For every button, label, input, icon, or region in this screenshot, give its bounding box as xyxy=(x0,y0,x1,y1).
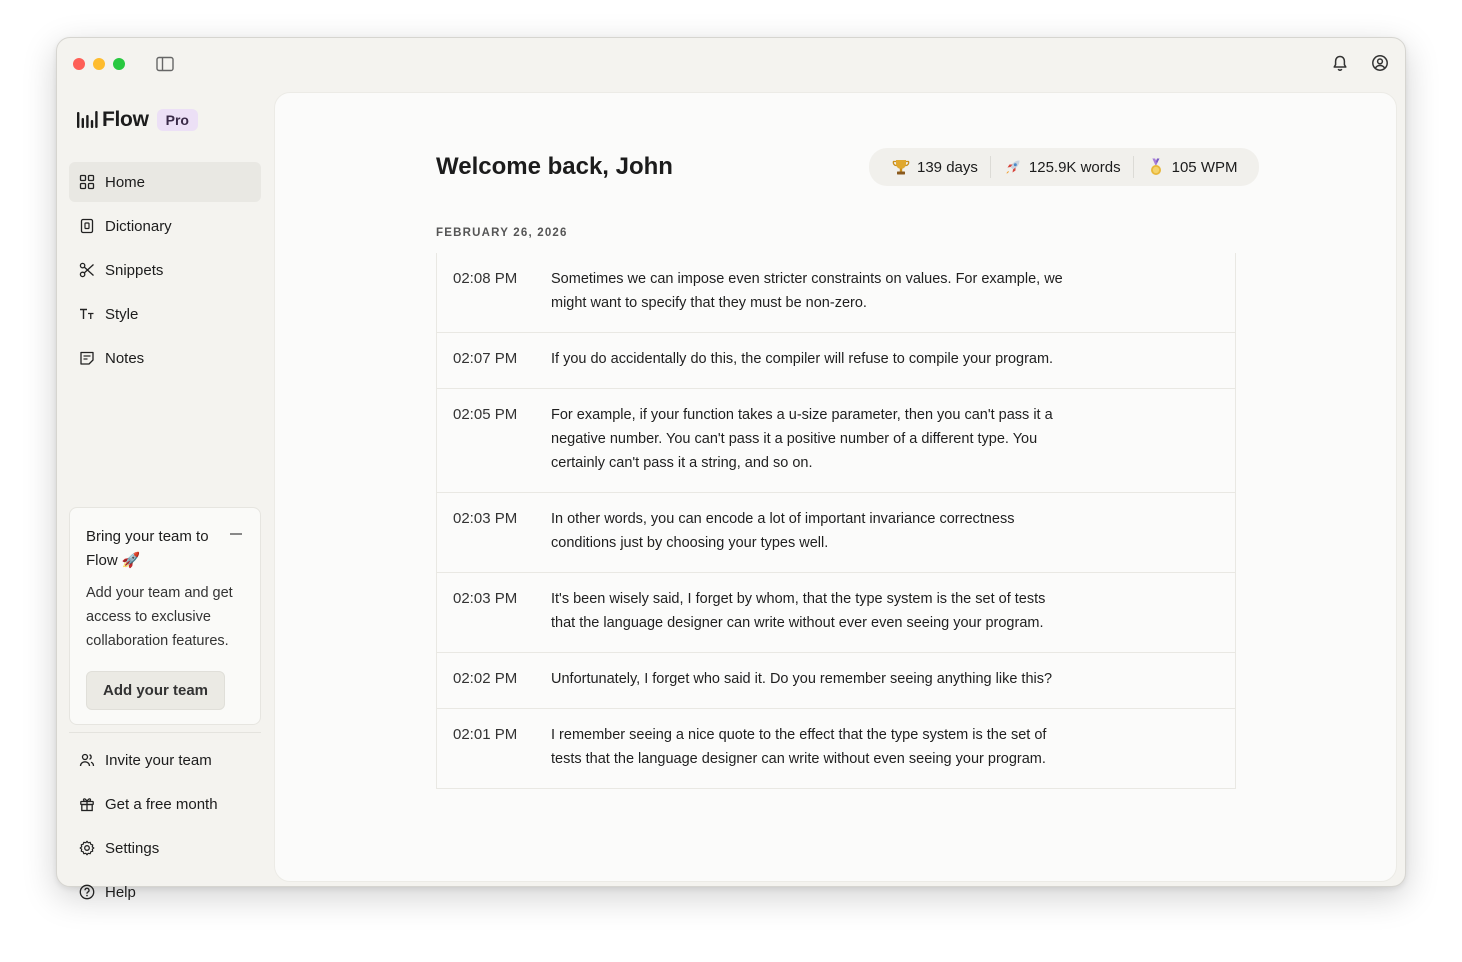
nav-item-invite-team[interactable] xyxy=(69,740,261,780)
rocket-icon xyxy=(1003,157,1023,177)
nav-item-dictionary[interactable] xyxy=(69,206,261,246)
minimize-window-button[interactable] xyxy=(93,58,105,70)
entry-text: For example, if your function takes a u-size parameter, then you can't pass it a negative number. You can't pass it a positive number of a different type. You certainly can't pass it a string, and so on. xyxy=(551,407,1053,471)
list-item[interactable] xyxy=(437,493,1235,573)
notes-icon xyxy=(79,350,95,366)
brand xyxy=(76,108,198,132)
medal-icon xyxy=(1146,157,1166,177)
entry-text: If you do accidentally do this, the compiler will refuse to compile your program. xyxy=(551,351,1054,367)
stats-bar xyxy=(869,148,1259,186)
zoom-window-button[interactable] xyxy=(113,58,125,70)
list-item[interactable] xyxy=(437,389,1235,493)
stat-words xyxy=(991,148,1133,186)
divider xyxy=(69,732,261,733)
nav-label: Dictionary xyxy=(105,217,172,235)
entry-text: Unfortunately, I forget who said it. Do you remember seeing anything like this? xyxy=(551,671,1053,687)
secondary-nav xyxy=(69,740,261,916)
app-window xyxy=(56,37,1406,901)
nav-label: Get a free month xyxy=(105,795,218,813)
transcript-list xyxy=(436,253,1236,789)
promo-title: Bring your team to Flow 🚀 xyxy=(86,528,209,569)
list-item[interactable] xyxy=(437,253,1235,333)
dictionary-icon xyxy=(79,218,95,234)
stat-wpm xyxy=(1134,148,1250,186)
nav-item-home[interactable] xyxy=(69,162,261,202)
users-icon xyxy=(79,752,95,768)
add-your-team-button[interactable]: Add your team xyxy=(86,671,225,710)
trophy-icon xyxy=(891,157,911,177)
window-controls xyxy=(73,58,125,70)
entry-time: 02:02 PM xyxy=(453,670,518,687)
nav-item-help[interactable] xyxy=(69,872,261,912)
close-window-button[interactable] xyxy=(73,58,85,70)
nav-item-snippets[interactable] xyxy=(69,250,261,290)
brand-name: Flow xyxy=(102,108,149,131)
entry-text: Sometimes we can impose even stricter constraints on values. For example, we might want to specify that they must be non-zero. xyxy=(551,271,1063,311)
list-item[interactable] xyxy=(437,573,1235,653)
team-promo-card xyxy=(69,507,261,725)
nav-label: Style xyxy=(105,305,139,323)
stat-value: 139 days xyxy=(917,158,978,176)
main-panel xyxy=(274,92,1397,882)
gift-icon xyxy=(79,796,95,812)
nav-label: Help xyxy=(105,883,136,901)
entry-time: 02:07 PM xyxy=(453,350,518,367)
text-style-icon xyxy=(79,306,95,322)
nav-label: Snippets xyxy=(105,261,164,279)
home-grid-icon xyxy=(79,174,95,190)
list-item[interactable] xyxy=(437,333,1235,389)
list-item[interactable] xyxy=(437,709,1235,789)
scissors-icon xyxy=(79,262,95,278)
nav-item-notes[interactable] xyxy=(69,338,261,378)
nav-item-settings[interactable] xyxy=(69,828,261,868)
entry-time: 02:01 PM xyxy=(453,726,518,743)
list-item[interactable] xyxy=(437,653,1235,709)
pro-badge: Pro xyxy=(157,109,198,131)
promo-body: Add your team and get access to exclusive collaboration features. xyxy=(86,585,233,649)
nav-label: Settings xyxy=(105,839,160,857)
stat-value: 125.9K words xyxy=(1028,158,1121,176)
entry-text: I remember seeing a nice quote to the effect that the type system is the set of tests that the language designer can write without even seeing your program. xyxy=(551,727,1047,767)
date-heading: FEBRUARY 26, 2026 xyxy=(436,227,568,239)
entry-time: 02:05 PM xyxy=(453,406,518,423)
entry-time: 02:03 PM xyxy=(453,510,518,527)
main-nav xyxy=(69,162,261,382)
flow-logo-icon xyxy=(76,109,98,131)
nav-label: Home xyxy=(105,173,146,191)
entry-text: In other words, you can encode a lot of important invariance correctness conditions just by choosing your types well. xyxy=(551,511,1015,551)
entry-time: 02:08 PM xyxy=(453,270,518,287)
stat-streak xyxy=(879,148,990,186)
page-title: Welcome back, John xyxy=(436,153,673,180)
gear-icon xyxy=(79,840,95,856)
sidebar-toggle-icon[interactable] xyxy=(156,56,174,72)
account-icon[interactable] xyxy=(1371,54,1389,72)
nav-item-style[interactable] xyxy=(69,294,261,334)
collapse-icon[interactable] xyxy=(230,533,242,535)
nav-item-free-month[interactable] xyxy=(69,784,261,824)
stat-value: 105 WPM xyxy=(1171,158,1238,176)
entry-time: 02:03 PM xyxy=(453,590,518,607)
help-icon xyxy=(79,884,95,900)
nav-label: Invite your team xyxy=(105,751,212,769)
sidebar xyxy=(69,98,261,901)
nav-label: Notes xyxy=(105,349,145,367)
entry-text: It's been wisely said, I forget by whom, that the type system is the set of tests that the language designer can write without ever even seeing your program. xyxy=(551,591,1046,631)
bell-icon[interactable] xyxy=(1331,54,1349,72)
